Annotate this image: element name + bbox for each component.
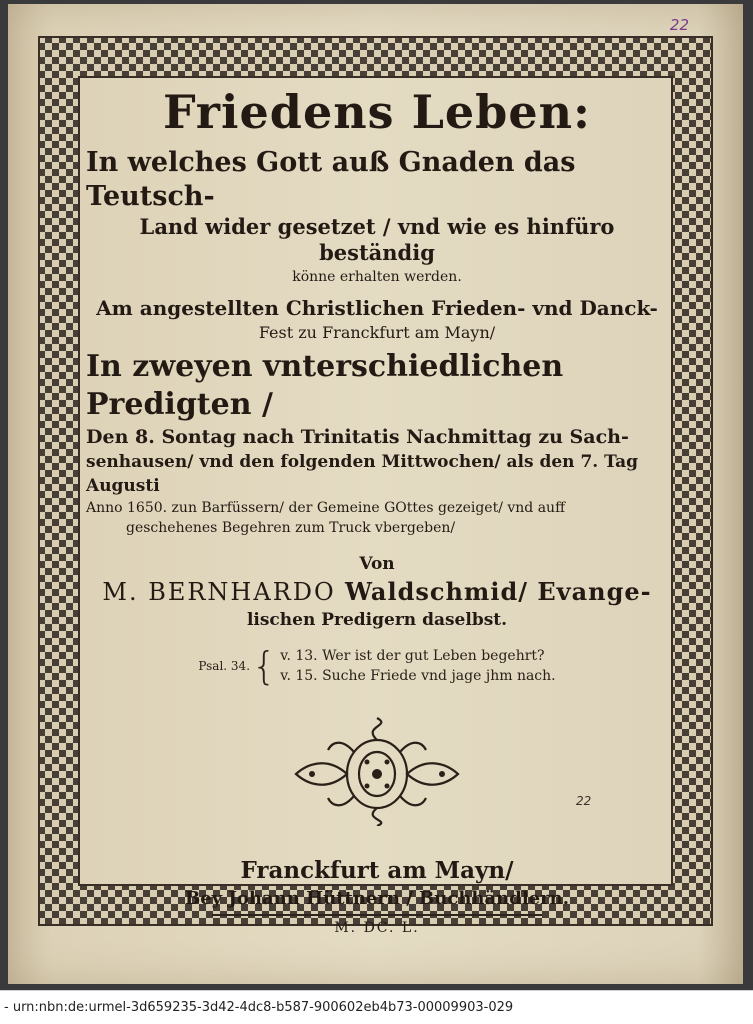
author-line-2: lischen Predigern daselbst.: [246, 610, 508, 630]
sermon-date-line-3: Anno 1650. zun Barfüssern/ der Gemeine GOttes gezeiget/ vnd auff: [86, 500, 566, 516]
psalm-verse-15: v. 15. Suche Friede vnd jage jhm nach.: [280, 668, 556, 684]
subtitle-line-1: In welches Gott auß Gnaden das Teutsch-: [86, 147, 576, 212]
occasion-line-1: Am angestellten Christlichen Frieden- vnd Danck-: [96, 296, 658, 320]
imprint-rule: [212, 914, 542, 916]
handwritten-annotation: 22: [576, 794, 592, 808]
author-name-rest: Waldschmid/ Evange-: [335, 577, 652, 606]
occasion-line-2: Fest zu Franckfurt am Mayn/: [258, 323, 496, 342]
sermons-heading: In zweyen vnterschiedlichen Predigten /: [86, 349, 564, 422]
printers-ornament-icon: [292, 716, 462, 826]
title-page-text: [86, 86, 668, 938]
psalm-verse-13: v. 13. Wer ist der gut Leben begehrt?: [280, 648, 545, 664]
psalm-citation: [86, 646, 668, 686]
sermon-date-line-1: Den 8. Sontag nach Trinitatis Nachmittag zu Sach-: [86, 426, 629, 448]
sermon-date-line-4: geschehenes Begehren zum Truck vbergeben/: [126, 520, 456, 536]
page-number-annotation: 22: [669, 16, 689, 34]
psalm-brace: {: [252, 644, 277, 688]
title-page: [8, 4, 743, 984]
book-title: Friedens Leben:: [162, 85, 592, 139]
psalm-reference: Psal. 34.: [198, 659, 251, 673]
publication-year: M. DC. L.: [334, 920, 420, 936]
sermon-date-line-2: senhausen/ vnd den folgenden Mittwochen/ als den 7. Tag Augusti: [86, 452, 639, 496]
imprint-place: Franckfurt am Mayn/: [240, 857, 514, 884]
author-line-1: [86, 576, 668, 608]
imprint-printer: Bey Johann Hüttnern / Buchhändlern.: [185, 888, 569, 909]
urn-footer: - urn:nbn:de:urmel-3d659235-3d42-4dc8-b587-900602eb4b73-00009903-029: [0, 990, 753, 1024]
author-name-caps: M. BERNHARDO: [102, 578, 336, 606]
subtitle-line-3: könne erhalten werden.: [292, 269, 462, 285]
author-preposition: Von: [359, 554, 395, 574]
subtitle-line-2: Land wider gesetzet / vnd wie es hinfüro beständig: [139, 214, 615, 265]
psalm-verses: [280, 646, 555, 686]
